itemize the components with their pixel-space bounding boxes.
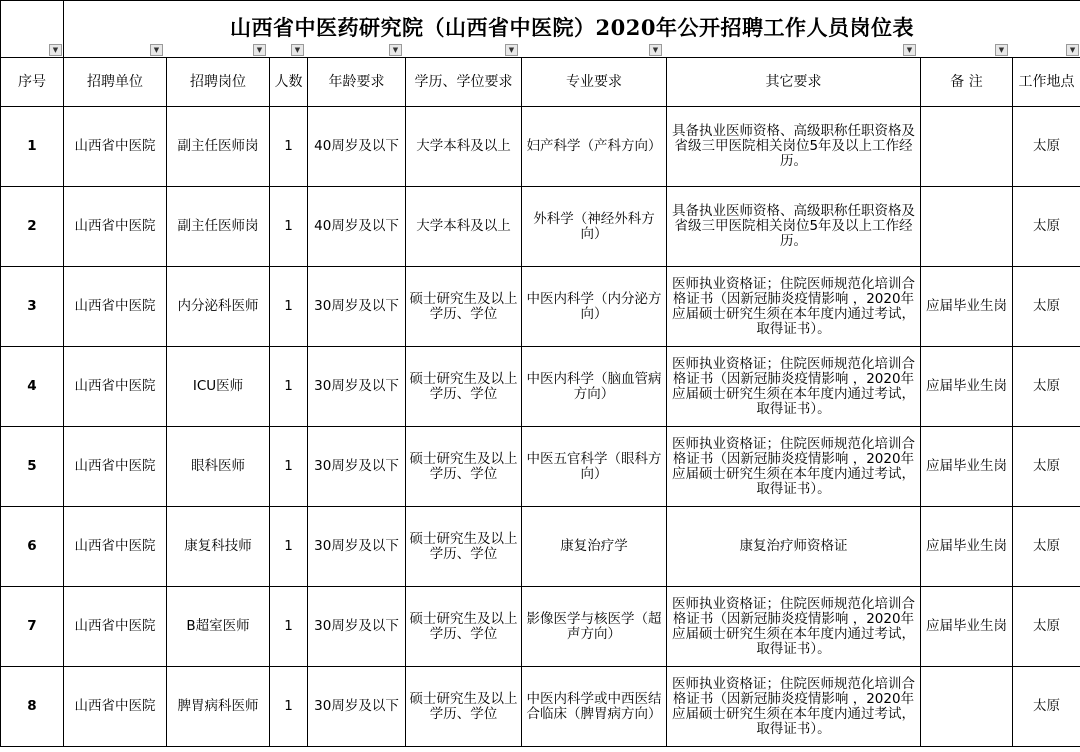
cell-education: 大学本科及以上 <box>406 107 522 187</box>
cell-major: 康复治疗学 <box>522 507 667 587</box>
cell-location: 太原 <box>1013 267 1080 347</box>
cell-position: 康复科技师 <box>167 507 270 587</box>
dropdown-arrow-icon[interactable]: ▼ <box>150 44 163 56</box>
cell-note: 应届毕业生岗 <box>921 267 1013 347</box>
table-row <box>1 587 1080 667</box>
cell-seq: 2 <box>1 187 64 267</box>
cell-location: 太原 <box>1013 187 1080 267</box>
cell-unit: 山西省中医院 <box>64 667 167 747</box>
header-age: 年龄要求 <box>308 58 406 107</box>
cell-other: 医师执业资格证；住院医师规范化培训合格证书（因新冠肺炎疫情影响 ，2020年应届硕士研究生须在本年度内通过考试，取得证书）。 <box>667 267 921 347</box>
cell-other: 医师执业资格证；住院医师规范化培训合格证书（因新冠肺炎疫情影响 ，2020年应届硕士研究生须在本年度内通过考试，取得证书）。 <box>667 347 921 427</box>
cell-unit: 山西省中医院 <box>64 187 167 267</box>
table-row <box>1 267 1080 347</box>
cell-unit: 山西省中医院 <box>64 267 167 347</box>
header-position: 招聘岗位 <box>167 58 270 107</box>
header-education: 学历、学位要求 <box>406 58 522 107</box>
dropdown-arrow-icon[interactable]: ▼ <box>1066 44 1079 56</box>
cell-note: 应届毕业生岗 <box>921 587 1013 667</box>
cell-major: 外科学（神经外科方向） <box>522 187 667 267</box>
title-row <box>1 1 1080 58</box>
cell-count: 1 <box>270 667 308 747</box>
cell-count: 1 <box>270 107 308 187</box>
cell-education: 硕士研究生及以上学历、学位 <box>406 507 522 587</box>
cell-seq: 7 <box>1 587 64 667</box>
cell-major: 中医五官科学（眼科方向） <box>522 427 667 507</box>
table-row <box>1 507 1080 587</box>
dropdown-arrow-icon[interactable]: ▼ <box>291 44 304 56</box>
cell-count: 1 <box>270 347 308 427</box>
cell-education: 硕士研究生及以上学历、学位 <box>406 267 522 347</box>
table-row <box>1 427 1080 507</box>
cell-other: 医师执业资格证；住院医师规范化培训合格证书（因新冠肺炎疫情影响 ，2020年应届硕士研究生须在本年度内通过考试，取得证书）。 <box>667 667 921 747</box>
cell-age: 30周岁及以下 <box>308 427 406 507</box>
dropdown-arrow-icon[interactable]: ▼ <box>253 44 266 56</box>
cell-seq: 3 <box>1 267 64 347</box>
cell-major: 中医内科学（脑血管病方向） <box>522 347 667 427</box>
table-row <box>1 667 1080 747</box>
cell-note <box>921 187 1013 267</box>
table-row <box>1 187 1080 267</box>
header-major: 专业要求 <box>522 58 667 107</box>
cell-seq: 4 <box>1 347 64 427</box>
cell-education: 硕士研究生及以上学历、学位 <box>406 427 522 507</box>
header-row <box>1 58 1080 107</box>
cell-age: 30周岁及以下 <box>308 267 406 347</box>
cell-position: 脾胃病科医师 <box>167 667 270 747</box>
cell-location: 太原 <box>1013 667 1080 747</box>
header-other: 其它要求 <box>667 58 921 107</box>
cell-seq: 6 <box>1 507 64 587</box>
cell-unit: 山西省中医院 <box>64 427 167 507</box>
dropdown-arrow-icon[interactable]: ▼ <box>995 44 1008 56</box>
cell-count: 1 <box>270 587 308 667</box>
dropdown-arrow-icon[interactable]: ▼ <box>505 44 518 56</box>
cell-major: 妇产科学（产科方向） <box>522 107 667 187</box>
cell-major: 中医内科学或中西医结合临床（脾胃病方向） <box>522 667 667 747</box>
cell-location: 太原 <box>1013 427 1080 507</box>
cell-age: 40周岁及以下 <box>308 187 406 267</box>
header-note: 备 注 <box>921 58 1013 107</box>
title-corner-cell <box>1 1 64 58</box>
title-cell <box>64 1 1080 58</box>
cell-position: B超室医师 <box>167 587 270 667</box>
cell-education: 硕士研究生及以上学历、学位 <box>406 667 522 747</box>
cell-note: 应届毕业生岗 <box>921 347 1013 427</box>
cell-education: 硕士研究生及以上学历、学位 <box>406 587 522 667</box>
page-title: 山西省中医药研究院（山西省中医院）2020年公开招聘工作人员岗位表 <box>230 14 914 40</box>
cell-age: 30周岁及以下 <box>308 507 406 587</box>
cell-unit: 山西省中医院 <box>64 507 167 587</box>
dropdown-arrow-icon[interactable]: ▼ <box>903 44 916 56</box>
cell-position: 副主任医师岗 <box>167 107 270 187</box>
cell-age: 40周岁及以下 <box>308 107 406 187</box>
cell-age: 30周岁及以下 <box>308 667 406 747</box>
table-row <box>1 107 1080 187</box>
cell-major: 中医内科学（内分泌方向） <box>522 267 667 347</box>
cell-position: 眼科医师 <box>167 427 270 507</box>
table-row <box>1 347 1080 427</box>
cell-seq: 1 <box>1 107 64 187</box>
cell-position: ICU医师 <box>167 347 270 427</box>
cell-location: 太原 <box>1013 587 1080 667</box>
dropdown-arrow-icon[interactable]: ▼ <box>49 44 62 56</box>
cell-other: 具备执业医师资格、高级职称任职资格及省级三甲医院相关岗位5年及以上工作经历。 <box>667 187 921 267</box>
cell-count: 1 <box>270 507 308 587</box>
cell-count: 1 <box>270 187 308 267</box>
cell-location: 太原 <box>1013 347 1080 427</box>
header-count: 人数 <box>270 58 308 107</box>
cell-count: 1 <box>270 267 308 347</box>
cell-age: 30周岁及以下 <box>308 347 406 427</box>
cell-note: 应届毕业生岗 <box>921 427 1013 507</box>
cell-age: 30周岁及以下 <box>308 587 406 667</box>
cell-education: 大学本科及以上 <box>406 187 522 267</box>
cell-education: 硕士研究生及以上学历、学位 <box>406 347 522 427</box>
cell-count: 1 <box>270 427 308 507</box>
header-seq: 序号 <box>1 58 64 107</box>
cell-location: 太原 <box>1013 107 1080 187</box>
cell-location: 太原 <box>1013 507 1080 587</box>
cell-note <box>921 107 1013 187</box>
cell-unit: 山西省中医院 <box>64 347 167 427</box>
cell-seq: 8 <box>1 667 64 747</box>
cell-seq: 5 <box>1 427 64 507</box>
cell-unit: 山西省中医院 <box>64 587 167 667</box>
header-unit: 招聘单位 <box>64 58 167 107</box>
header-location: 工作地点 <box>1013 58 1080 107</box>
cell-note <box>921 667 1013 747</box>
cell-note: 应届毕业生岗 <box>921 507 1013 587</box>
cell-other: 医师执业资格证；住院医师规范化培训合格证书（因新冠肺炎疫情影响 ，2020年应届硕士研究生须在本年度内通过考试，取得证书）。 <box>667 427 921 507</box>
dropdown-arrow-icon[interactable]: ▼ <box>649 44 662 56</box>
cell-position: 副主任医师岗 <box>167 187 270 267</box>
cell-other: 康复治疗师资格证 <box>667 507 921 587</box>
cell-major: 影像医学与核医学（超声方向） <box>522 587 667 667</box>
dropdown-arrow-icon[interactable]: ▼ <box>389 44 402 56</box>
cell-other: 医师执业资格证；住院医师规范化培训合格证书（因新冠肺炎疫情影响 ，2020年应届硕士研究生须在本年度内通过考试，取得证书）。 <box>667 587 921 667</box>
cell-other: 具备执业医师资格、高级职称任职资格及省级三甲医院相关岗位5年及以上工作经历。 <box>667 107 921 187</box>
cell-position: 内分泌科医师 <box>167 267 270 347</box>
cell-unit: 山西省中医院 <box>64 107 167 187</box>
